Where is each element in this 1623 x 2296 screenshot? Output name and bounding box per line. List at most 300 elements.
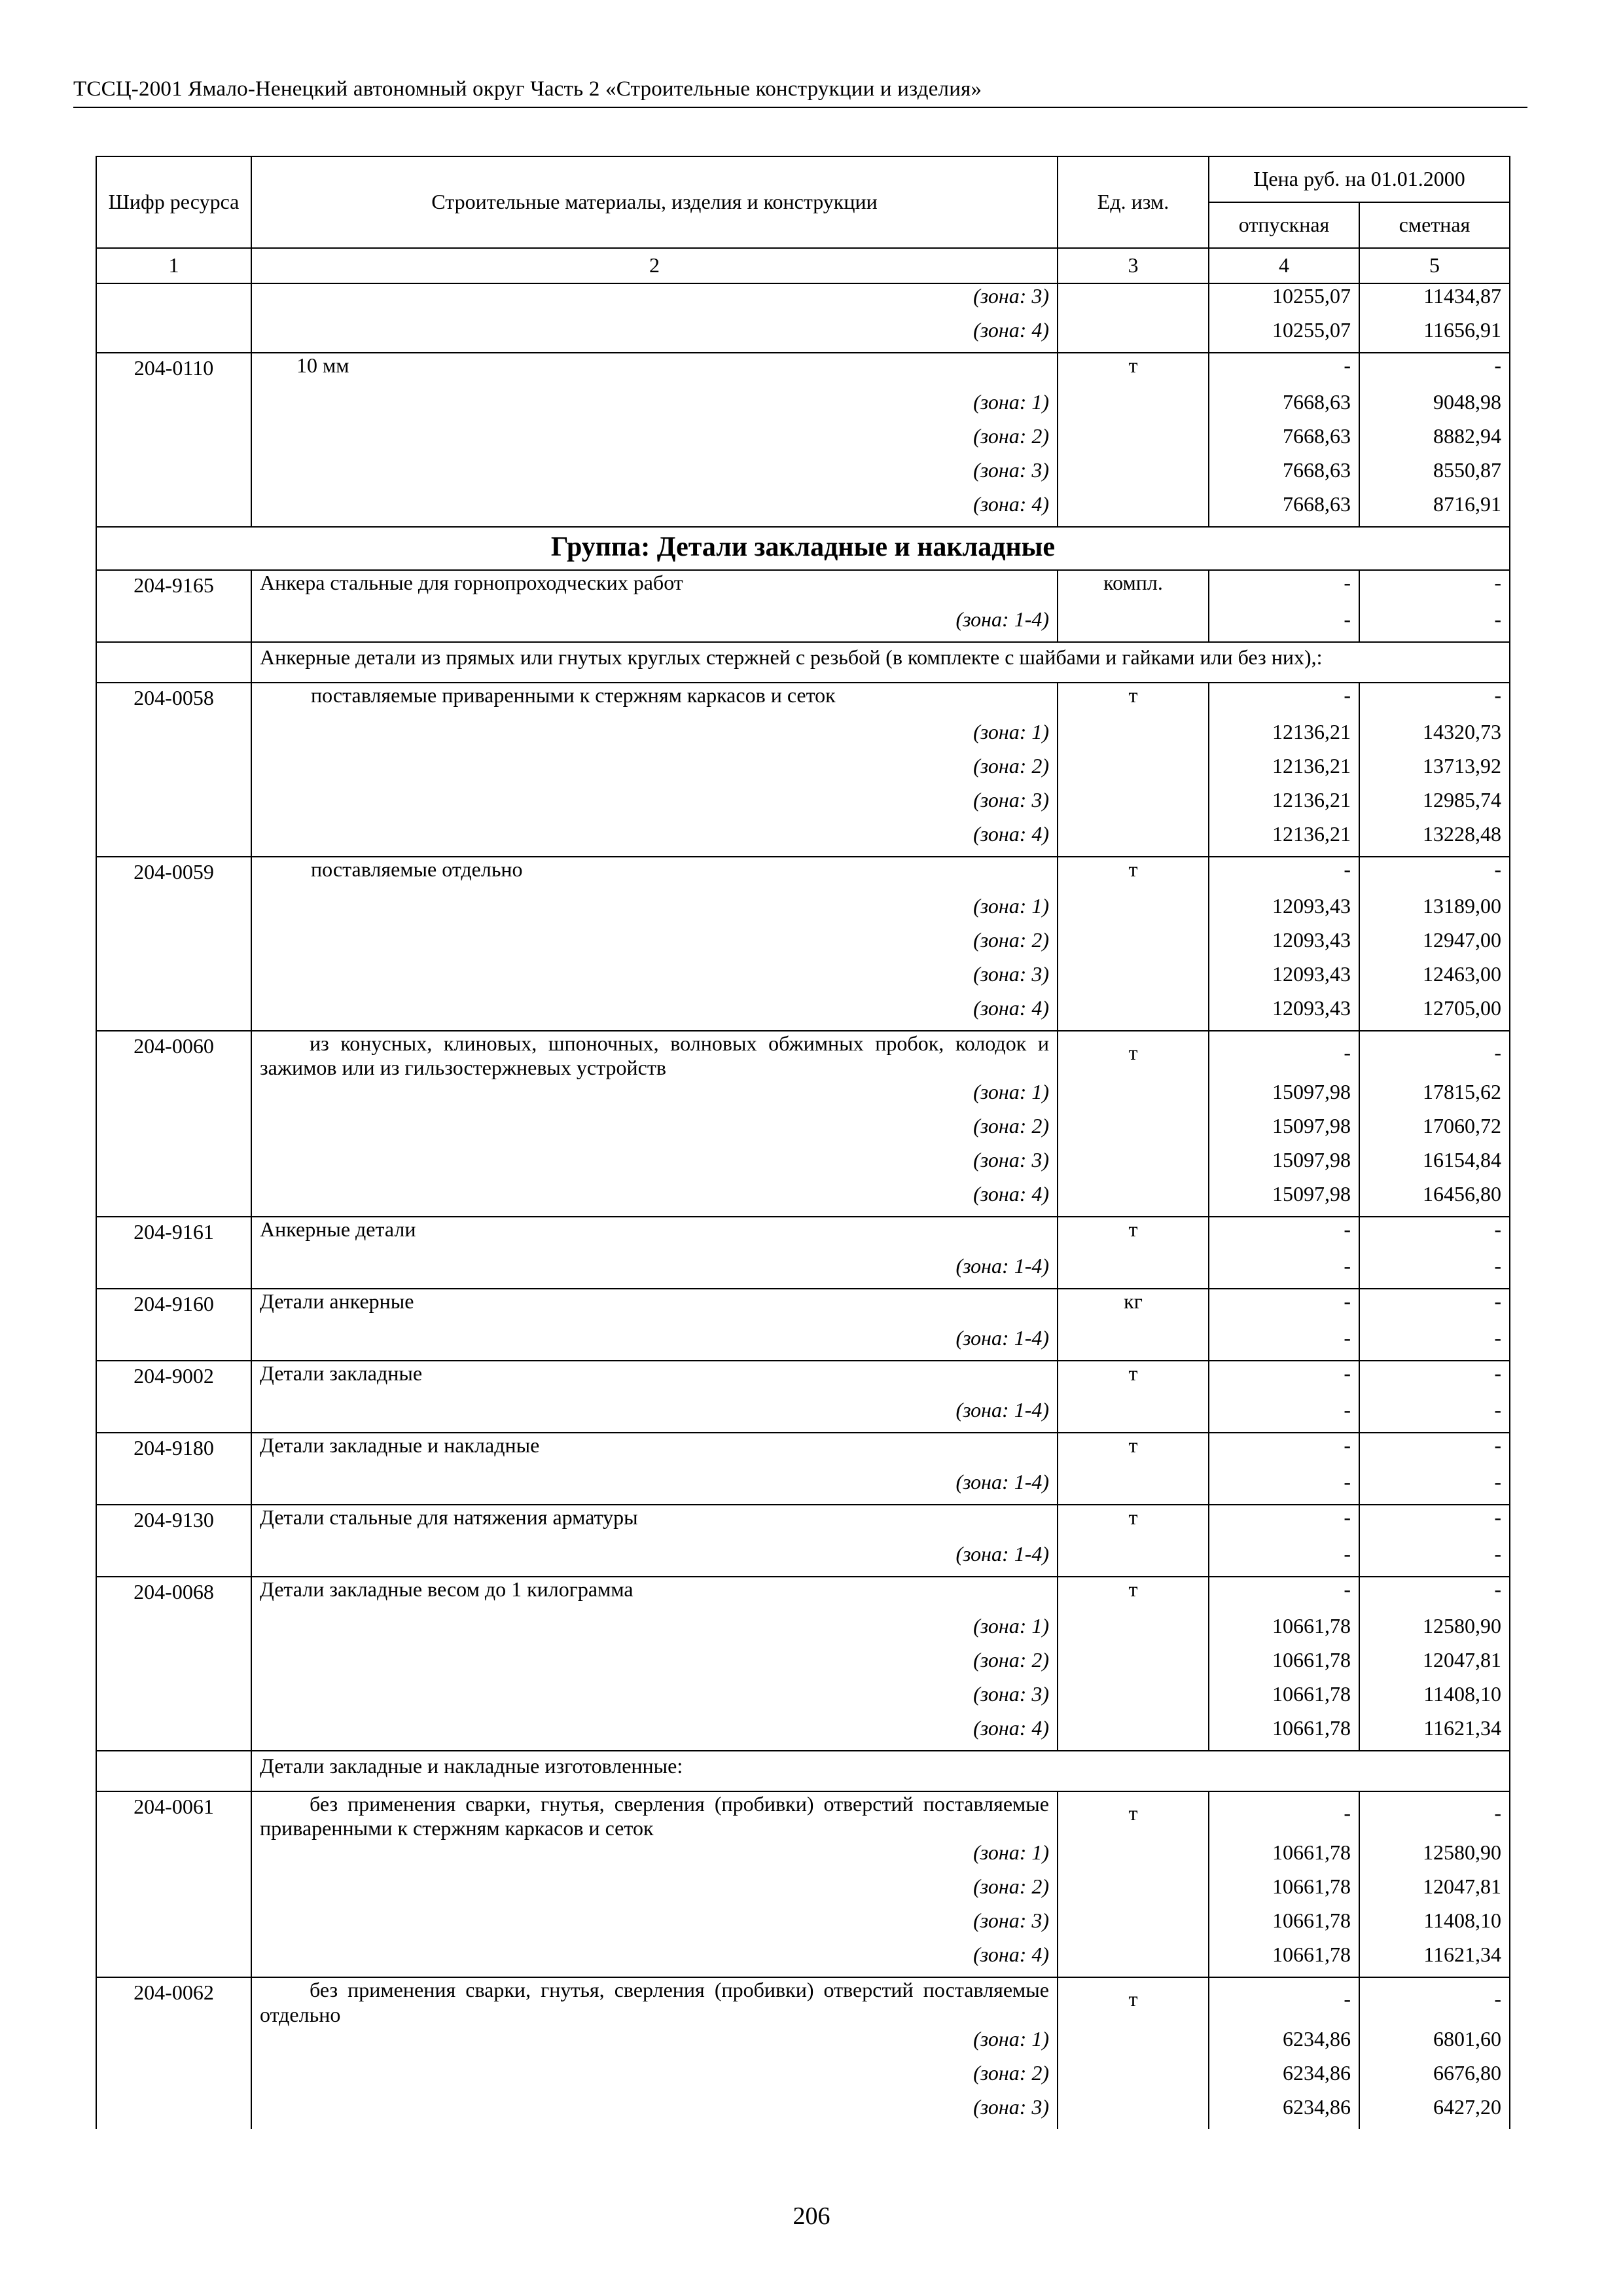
release-price: - — [1209, 353, 1359, 390]
unit-cell — [1058, 2027, 1209, 2061]
release-price: - — [1209, 1326, 1359, 1361]
code-cell — [96, 1716, 251, 1751]
zone-row — [96, 1682, 1510, 1716]
unit-cell — [1058, 754, 1209, 788]
unit-cell — [1058, 2061, 1209, 2095]
resource-code: 204-0110 — [96, 353, 251, 390]
code-cell — [96, 788, 251, 822]
estimate-price: - — [1359, 1433, 1510, 1470]
zone-row — [96, 1943, 1510, 1977]
resource-code: 204-0062 — [96, 1977, 251, 2026]
code-cell — [96, 1840, 251, 1874]
unit-cell — [1058, 720, 1209, 754]
zone-label: (зона: 2) — [251, 424, 1058, 458]
release-price: - — [1209, 1031, 1359, 1080]
unit-cell — [1058, 1326, 1209, 1361]
zone-row — [96, 283, 1510, 318]
code-cell — [96, 492, 251, 527]
release-price: 7668,63 — [1209, 390, 1359, 424]
release-price: 10661,78 — [1209, 1874, 1359, 1909]
code-cell — [96, 1542, 251, 1577]
resource-name: Детали закладные — [251, 1361, 1058, 1398]
code-cell — [96, 1751, 251, 1791]
code-cell — [96, 720, 251, 754]
unit-cell — [1058, 1254, 1209, 1289]
code-cell — [96, 1114, 251, 1148]
zone-label: (зона: 4) — [251, 318, 1058, 353]
zone-label: (зона: 2) — [251, 1114, 1058, 1148]
release-price: 7668,63 — [1209, 424, 1359, 458]
resource-name: поставляемые отдельно — [251, 857, 1058, 894]
header-release-price: отпускная — [1209, 202, 1359, 248]
zone-row — [96, 1148, 1510, 1182]
release-price: 15097,98 — [1209, 1148, 1359, 1182]
zone-label: (зона: 2) — [251, 754, 1058, 788]
zone-row — [96, 318, 1510, 353]
estimate-price: 11621,34 — [1359, 1716, 1510, 1751]
unit-cell — [1058, 1614, 1209, 1648]
release-price: 10661,78 — [1209, 1716, 1359, 1751]
estimate-price: 12047,81 — [1359, 1874, 1510, 1909]
code-cell — [96, 642, 251, 683]
release-price: 6234,86 — [1209, 2027, 1359, 2061]
resource-name: 10 мм — [251, 353, 1058, 390]
estimate-price: - — [1359, 1398, 1510, 1433]
unit-cell: т — [1058, 1577, 1209, 1614]
zone-row — [96, 1182, 1510, 1217]
code-cell — [96, 2061, 251, 2095]
zone-row — [96, 822, 1510, 857]
unit-cell — [1058, 1648, 1209, 1682]
unit-cell — [1058, 788, 1209, 822]
estimate-price: - — [1359, 1031, 1510, 1080]
code-cell — [96, 1182, 251, 1217]
item-row — [96, 1505, 1510, 1542]
unit-cell — [1058, 1148, 1209, 1182]
table-body — [96, 283, 1510, 2129]
section-note-row — [96, 1751, 1510, 1791]
estimate-price: - — [1359, 1977, 1510, 2026]
resource-code: 204-9180 — [96, 1433, 251, 1470]
release-price: - — [1209, 570, 1359, 607]
release-price: - — [1209, 1505, 1359, 1542]
item-row — [96, 1433, 1510, 1470]
zone-row — [96, 754, 1510, 788]
zone-label: (зона: 3) — [251, 1909, 1058, 1943]
unit-cell — [1058, 1080, 1209, 1114]
resource-name: поставляемые приваренными к стержням каркасов и сеток — [251, 683, 1058, 720]
estimate-price: 12580,90 — [1359, 1840, 1510, 1874]
unit-cell — [1058, 928, 1209, 962]
unit-cell — [1058, 607, 1209, 642]
code-cell — [96, 283, 251, 318]
resource-code: 204-0061 — [96, 1791, 251, 1840]
zone-row — [96, 1648, 1510, 1682]
code-cell — [96, 1080, 251, 1114]
code-cell — [96, 390, 251, 424]
zone-row — [96, 1614, 1510, 1648]
code-cell — [96, 1326, 251, 1361]
unit-cell — [1058, 996, 1209, 1031]
zone-row — [96, 1470, 1510, 1505]
zone-row — [96, 1398, 1510, 1433]
release-price: - — [1209, 1361, 1359, 1398]
zone-row — [96, 2095, 1510, 2129]
item-row — [96, 570, 1510, 607]
estimate-price: 12463,00 — [1359, 962, 1510, 996]
estimate-price: 13189,00 — [1359, 894, 1510, 928]
estimate-price: 17060,72 — [1359, 1114, 1510, 1148]
unit-cell — [1058, 318, 1209, 353]
code-cell — [96, 1909, 251, 1943]
zone-label: (зона: 1-4) — [251, 1254, 1058, 1289]
release-price: 10255,07 — [1209, 318, 1359, 353]
release-price: 12136,21 — [1209, 720, 1359, 754]
code-cell — [96, 1148, 251, 1182]
zone-row — [96, 1114, 1510, 1148]
estimate-price: - — [1359, 1577, 1510, 1614]
column-number: 4 — [1209, 248, 1359, 283]
release-price: 6234,86 — [1209, 2095, 1359, 2129]
release-price: 10661,78 — [1209, 1840, 1359, 1874]
zone-label: (зона: 1) — [251, 390, 1058, 424]
resource-name: Детали анкерные — [251, 1289, 1058, 1326]
column-number: 2 — [251, 248, 1058, 283]
zone-label: (зона: 3) — [251, 788, 1058, 822]
zone-row — [96, 1080, 1510, 1114]
zone-label: (зона: 3) — [251, 962, 1058, 996]
zone-row — [96, 607, 1510, 642]
resource-name: без применения сварки, гнутья, сверления (пробивки) отверстий поставляемые отдельно — [251, 1977, 1058, 2026]
estimate-price: 6801,60 — [1359, 2027, 1510, 2061]
column-numbers-row — [96, 248, 1510, 283]
resource-name: из конусных, клиновых, шпоночных, волновых обжимных пробок, колодок и зажимов или из гильзостержневых устройств — [251, 1031, 1058, 1080]
zone-label: (зона: 1) — [251, 2027, 1058, 2061]
item-row — [96, 353, 1510, 390]
unit-cell — [1058, 2095, 1209, 2129]
release-price: 12093,43 — [1209, 894, 1359, 928]
zone-label: (зона: 4) — [251, 492, 1058, 527]
zone-row — [96, 962, 1510, 996]
release-price: - — [1209, 1542, 1359, 1577]
resource-code: 204-9161 — [96, 1217, 251, 1254]
zone-label: (зона: 2) — [251, 928, 1058, 962]
code-cell — [96, 2095, 251, 2129]
code-cell — [96, 928, 251, 962]
unit-cell — [1058, 1470, 1209, 1505]
zone-label: (зона: 1) — [251, 1840, 1058, 1874]
zone-row — [96, 2027, 1510, 2061]
zone-row — [96, 1716, 1510, 1751]
code-cell — [96, 2027, 251, 2061]
section-note: Детали закладные и накладные изготовленные: — [251, 1751, 1510, 1791]
estimate-price: - — [1359, 683, 1510, 720]
code-cell — [96, 822, 251, 857]
code-cell — [96, 1614, 251, 1648]
resource-name: Анкерные детали — [251, 1217, 1058, 1254]
estimate-price: 11656,91 — [1359, 318, 1510, 353]
unit-cell — [1058, 1716, 1209, 1751]
zone-row — [96, 1874, 1510, 1909]
estimate-price: 12947,00 — [1359, 928, 1510, 962]
resource-code: 204-0068 — [96, 1577, 251, 1614]
estimate-price: - — [1359, 1791, 1510, 1840]
zone-label: (зона: 1-4) — [251, 1542, 1058, 1577]
code-cell — [96, 1254, 251, 1289]
release-price: 10661,78 — [1209, 1943, 1359, 1977]
estimate-price: 14320,73 — [1359, 720, 1510, 754]
code-cell — [96, 318, 251, 353]
unit-cell: т — [1058, 1977, 1209, 2026]
zone-row — [96, 1840, 1510, 1874]
estimate-price: 6427,20 — [1359, 2095, 1510, 2129]
zone-row — [96, 1326, 1510, 1361]
zone-row — [96, 1254, 1510, 1289]
zone-label: (зона: 3) — [251, 458, 1058, 492]
code-cell — [96, 894, 251, 928]
item-row — [96, 1217, 1510, 1254]
unit-cell: т — [1058, 857, 1209, 894]
resource-name: Детали закладные весом до 1 килограмма — [251, 1577, 1058, 1614]
release-price: 10661,78 — [1209, 1648, 1359, 1682]
unit-cell — [1058, 1943, 1209, 1977]
estimate-price: - — [1359, 1217, 1510, 1254]
unit-cell: т — [1058, 353, 1209, 390]
unit-cell: компл. — [1058, 570, 1209, 607]
estimate-price: - — [1359, 607, 1510, 642]
unit-cell — [1058, 894, 1209, 928]
header-unit: Ед. изм. — [1058, 156, 1209, 248]
zone-row — [96, 720, 1510, 754]
zone-label: (зона: 1) — [251, 720, 1058, 754]
resource-code: 204-0060 — [96, 1031, 251, 1080]
header-name: Строительные материалы, изделия и конструкции — [251, 156, 1058, 248]
unit-cell: т — [1058, 1433, 1209, 1470]
unit-cell: кг — [1058, 1289, 1209, 1326]
column-number: 1 — [96, 248, 251, 283]
unit-cell: т — [1058, 1505, 1209, 1542]
code-cell — [96, 1470, 251, 1505]
release-price: 12136,21 — [1209, 754, 1359, 788]
estimate-price: 13228,48 — [1359, 822, 1510, 857]
release-price: - — [1209, 1433, 1359, 1470]
resource-name: Детали закладные и накладные — [251, 1433, 1058, 1470]
code-cell — [96, 1398, 251, 1433]
header-estimate-price: сметная — [1359, 202, 1510, 248]
estimate-price: 13713,92 — [1359, 754, 1510, 788]
estimate-price: 11408,10 — [1359, 1682, 1510, 1716]
code-cell — [96, 1648, 251, 1682]
zone-row — [96, 996, 1510, 1031]
estimate-price: 11621,34 — [1359, 1943, 1510, 1977]
estimate-price: - — [1359, 1289, 1510, 1326]
code-cell — [96, 1682, 251, 1716]
running-header: ТССЦ-2001 Ямало-Ненецкий автономный округ Часть 2 «Строительные конструкции и изделия» — [73, 77, 982, 101]
release-price: 15097,98 — [1209, 1114, 1359, 1148]
estimate-price: 16456,80 — [1359, 1182, 1510, 1217]
zone-label: (зона: 4) — [251, 996, 1058, 1031]
release-price: - — [1209, 1791, 1359, 1840]
group-title: Группа: Детали закладные и накладные — [96, 527, 1510, 570]
unit-cell — [1058, 822, 1209, 857]
estimate-price: 8550,87 — [1359, 458, 1510, 492]
release-price: 7668,63 — [1209, 458, 1359, 492]
unit-cell — [1058, 962, 1209, 996]
unit-cell: т — [1058, 683, 1209, 720]
zone-label: (зона: 4) — [251, 1182, 1058, 1217]
header-price-group: Цена руб. на 01.01.2000 — [1209, 156, 1510, 202]
release-price: 15097,98 — [1209, 1182, 1359, 1217]
estimate-price: 12705,00 — [1359, 996, 1510, 1031]
unit-cell — [1058, 1114, 1209, 1148]
zone-label: (зона: 3) — [251, 1148, 1058, 1182]
code-cell — [96, 996, 251, 1031]
code-cell — [96, 1943, 251, 1977]
estimate-price: - — [1359, 857, 1510, 894]
estimate-price: - — [1359, 1254, 1510, 1289]
resource-code: 204-9160 — [96, 1289, 251, 1326]
zone-row — [96, 894, 1510, 928]
code-cell — [96, 424, 251, 458]
zone-label: (зона: 2) — [251, 2061, 1058, 2095]
unit-cell — [1058, 1398, 1209, 1433]
zone-label: (зона: 4) — [251, 822, 1058, 857]
release-price: 10661,78 — [1209, 1614, 1359, 1648]
release-price: 10661,78 — [1209, 1909, 1359, 1943]
zone-label: (зона: 1-4) — [251, 1326, 1058, 1361]
unit-cell — [1058, 458, 1209, 492]
header-code: Шифр ресурса — [96, 156, 251, 248]
zone-row — [96, 1542, 1510, 1577]
zone-row — [96, 458, 1510, 492]
zone-label: (зона: 1) — [251, 1080, 1058, 1114]
column-number: 3 — [1058, 248, 1209, 283]
unit-cell — [1058, 1682, 1209, 1716]
release-price: - — [1209, 607, 1359, 642]
unit-cell — [1058, 1909, 1209, 1943]
price-table — [96, 156, 1510, 2129]
group-row — [96, 527, 1510, 570]
estimate-price: 12047,81 — [1359, 1648, 1510, 1682]
zone-label: (зона: 4) — [251, 1716, 1058, 1751]
estimate-price: 11434,87 — [1359, 283, 1510, 318]
release-price: 12093,43 — [1209, 928, 1359, 962]
resource-code: 204-9002 — [96, 1361, 251, 1398]
item-row — [96, 1289, 1510, 1326]
estimate-price: 6676,80 — [1359, 2061, 1510, 2095]
code-cell — [96, 458, 251, 492]
resource-name: без применения сварки, гнутья, сверления (пробивки) отверстий поставляемые приваренными к стержням каркасов и сеток — [251, 1791, 1058, 1840]
estimate-price: 12580,90 — [1359, 1614, 1510, 1648]
zone-label: (зона: 4) — [251, 1943, 1058, 1977]
release-price: 6234,86 — [1209, 2061, 1359, 2095]
estimate-price: - — [1359, 1542, 1510, 1577]
zone-row — [96, 788, 1510, 822]
resource-code: 204-0058 — [96, 683, 251, 720]
item-row — [96, 1031, 1510, 1080]
zone-label: (зона: 1) — [251, 1614, 1058, 1648]
resource-name: Детали стальные для натяжения арматуры — [251, 1505, 1058, 1542]
zone-label: (зона: 3) — [251, 2095, 1058, 2129]
release-price: 15097,98 — [1209, 1080, 1359, 1114]
page-number: 206 — [793, 2202, 830, 2230]
unit-cell: т — [1058, 1217, 1209, 1254]
unit-cell — [1058, 1874, 1209, 1909]
release-price: - — [1209, 1577, 1359, 1614]
section-note-row — [96, 642, 1510, 683]
section-note: Анкерные детали из прямых или гнутых круглых стержней с резьбой (в комплекте с шайбами и гайками или без них),: — [251, 642, 1510, 683]
release-price: - — [1209, 1977, 1359, 2026]
estimate-price: - — [1359, 1326, 1510, 1361]
estimate-price: - — [1359, 353, 1510, 390]
unit-cell: т — [1058, 1361, 1209, 1398]
column-number: 5 — [1359, 248, 1510, 283]
zone-label: (зона: 1-4) — [251, 607, 1058, 642]
zone-row — [96, 492, 1510, 527]
item-row — [96, 1361, 1510, 1398]
code-cell — [96, 607, 251, 642]
unit-cell: т — [1058, 1031, 1209, 1080]
estimate-price: - — [1359, 1361, 1510, 1398]
item-row — [96, 1977, 1510, 2026]
zone-label: (зона: 1-4) — [251, 1398, 1058, 1433]
unit-cell — [1058, 390, 1209, 424]
release-price: - — [1209, 1470, 1359, 1505]
zone-row — [96, 424, 1510, 458]
zone-row — [96, 2061, 1510, 2095]
resource-name: Анкера стальные для горнопроходческих работ — [251, 570, 1058, 607]
estimate-price: 8716,91 — [1359, 492, 1510, 527]
estimate-price: 12985,74 — [1359, 788, 1510, 822]
unit-cell — [1058, 424, 1209, 458]
code-cell — [96, 962, 251, 996]
estimate-price: 8882,94 — [1359, 424, 1510, 458]
estimate-price: 17815,62 — [1359, 1080, 1510, 1114]
release-price: 7668,63 — [1209, 492, 1359, 527]
resource-code: 204-9165 — [96, 570, 251, 607]
item-row — [96, 857, 1510, 894]
release-price: - — [1209, 857, 1359, 894]
release-price: - — [1209, 1289, 1359, 1326]
estimate-price: 16154,84 — [1359, 1148, 1510, 1182]
release-price: 12093,43 — [1209, 962, 1359, 996]
resource-code: 204-0059 — [96, 857, 251, 894]
release-price: - — [1209, 1217, 1359, 1254]
release-price: 12136,21 — [1209, 822, 1359, 857]
item-row — [96, 1577, 1510, 1614]
estimate-price: - — [1359, 1505, 1510, 1542]
release-price: - — [1209, 1398, 1359, 1433]
zone-label: (зона: 3) — [251, 1682, 1058, 1716]
item-row — [96, 1791, 1510, 1840]
release-price: - — [1209, 683, 1359, 720]
estimate-price: - — [1359, 570, 1510, 607]
unit-cell: т — [1058, 1791, 1209, 1840]
unit-cell — [1058, 1182, 1209, 1217]
unit-cell — [1058, 1840, 1209, 1874]
release-price: 10255,07 — [1209, 283, 1359, 318]
estimate-price: - — [1359, 1470, 1510, 1505]
code-cell — [96, 1874, 251, 1909]
estimate-price: 9048,98 — [1359, 390, 1510, 424]
zone-label: (зона: 1) — [251, 894, 1058, 928]
zone-row — [96, 390, 1510, 424]
zone-label: (зона: 3) — [251, 283, 1058, 318]
release-price: 12136,21 — [1209, 788, 1359, 822]
zone-label: (зона: 2) — [251, 1648, 1058, 1682]
zone-row — [96, 928, 1510, 962]
unit-cell — [1058, 283, 1209, 318]
